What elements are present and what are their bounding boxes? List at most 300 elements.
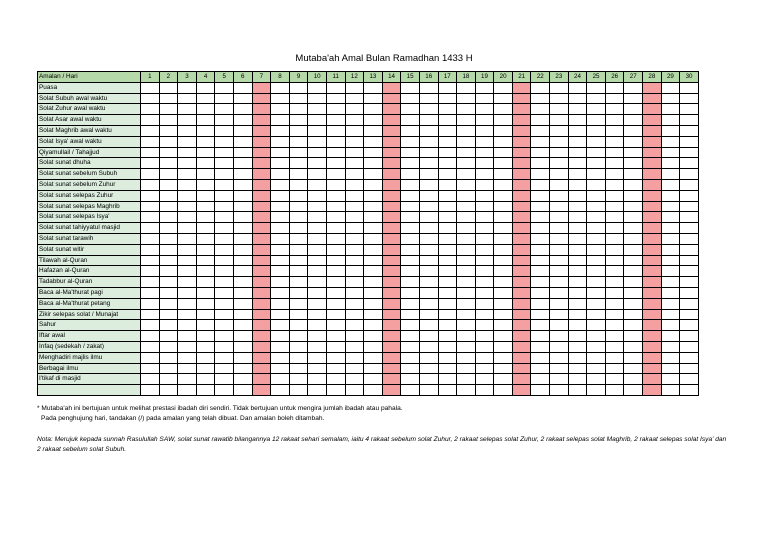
- day-cell[interactable]: [643, 352, 662, 363]
- day-cell[interactable]: [178, 104, 197, 115]
- day-cell[interactable]: [587, 190, 606, 201]
- day-cell[interactable]: [605, 190, 624, 201]
- day-cell[interactable]: [550, 190, 569, 201]
- day-cell[interactable]: [457, 115, 476, 126]
- day-cell[interactable]: [643, 115, 662, 126]
- day-cell[interactable]: [364, 212, 383, 223]
- day-cell[interactable]: [475, 212, 494, 223]
- day-cell[interactable]: [605, 201, 624, 212]
- day-cell[interactable]: [159, 266, 178, 277]
- day-cell[interactable]: [531, 374, 550, 385]
- day-cell[interactable]: [271, 201, 290, 212]
- day-cell[interactable]: [401, 223, 420, 234]
- day-cell[interactable]: [141, 363, 160, 374]
- day-cell[interactable]: [550, 266, 569, 277]
- day-cell[interactable]: [289, 93, 308, 104]
- day-cell[interactable]: [308, 309, 327, 320]
- day-cell[interactable]: [252, 93, 271, 104]
- day-cell[interactable]: [326, 331, 345, 342]
- day-cell[interactable]: [605, 115, 624, 126]
- day-cell[interactable]: [233, 363, 252, 374]
- day-cell[interactable]: [159, 320, 178, 331]
- day-cell[interactable]: [680, 385, 699, 396]
- day-cell[interactable]: [141, 93, 160, 104]
- day-cell[interactable]: [401, 104, 420, 115]
- day-cell[interactable]: [141, 212, 160, 223]
- day-cell[interactable]: [233, 147, 252, 158]
- day-cell[interactable]: [494, 82, 513, 93]
- day-cell[interactable]: [364, 331, 383, 342]
- day-cell[interactable]: [624, 331, 643, 342]
- day-cell[interactable]: [531, 169, 550, 180]
- day-cell[interactable]: [624, 266, 643, 277]
- day-cell[interactable]: [141, 320, 160, 331]
- day-cell[interactable]: [605, 385, 624, 396]
- day-cell[interactable]: [252, 147, 271, 158]
- day-cell[interactable]: [419, 223, 438, 234]
- day-cell[interactable]: [568, 179, 587, 190]
- day-cell[interactable]: [308, 147, 327, 158]
- day-cell[interactable]: [233, 82, 252, 93]
- day-cell[interactable]: [289, 125, 308, 136]
- day-cell[interactable]: [494, 266, 513, 277]
- day-cell[interactable]: [494, 255, 513, 266]
- day-cell[interactable]: [326, 212, 345, 223]
- day-cell[interactable]: [568, 374, 587, 385]
- day-cell[interactable]: [308, 341, 327, 352]
- day-cell[interactable]: [196, 179, 215, 190]
- day-cell[interactable]: [587, 374, 606, 385]
- day-cell[interactable]: [661, 93, 680, 104]
- day-cell[interactable]: [308, 298, 327, 309]
- day-cell[interactable]: [252, 201, 271, 212]
- day-cell[interactable]: [605, 136, 624, 147]
- day-cell[interactable]: [624, 277, 643, 288]
- day-cell[interactable]: [531, 223, 550, 234]
- day-cell[interactable]: [364, 287, 383, 298]
- day-cell[interactable]: [550, 147, 569, 158]
- day-cell[interactable]: [661, 233, 680, 244]
- day-cell[interactable]: [345, 385, 364, 396]
- day-cell[interactable]: [141, 233, 160, 244]
- day-cell[interactable]: [605, 277, 624, 288]
- day-cell[interactable]: [252, 266, 271, 277]
- day-cell[interactable]: [252, 341, 271, 352]
- day-cell[interactable]: [643, 255, 662, 266]
- day-cell[interactable]: [419, 255, 438, 266]
- day-cell[interactable]: [271, 115, 290, 126]
- day-cell[interactable]: [605, 341, 624, 352]
- day-cell[interactable]: [196, 309, 215, 320]
- day-cell[interactable]: [252, 277, 271, 288]
- day-cell[interactable]: [401, 125, 420, 136]
- day-cell[interactable]: [512, 190, 531, 201]
- day-cell[interactable]: [196, 82, 215, 93]
- day-cell[interactable]: [494, 320, 513, 331]
- day-cell[interactable]: [401, 341, 420, 352]
- day-cell[interactable]: [494, 179, 513, 190]
- day-cell[interactable]: [550, 385, 569, 396]
- day-cell[interactable]: [531, 352, 550, 363]
- day-cell[interactable]: [494, 331, 513, 342]
- day-cell[interactable]: [438, 255, 457, 266]
- day-cell[interactable]: [326, 147, 345, 158]
- day-cell[interactable]: [401, 320, 420, 331]
- day-cell[interactable]: [457, 320, 476, 331]
- day-cell[interactable]: [308, 233, 327, 244]
- day-cell[interactable]: [475, 233, 494, 244]
- day-cell[interactable]: [308, 363, 327, 374]
- day-cell[interactable]: [233, 266, 252, 277]
- day-cell[interactable]: [252, 233, 271, 244]
- day-cell[interactable]: [141, 223, 160, 234]
- day-cell[interactable]: [271, 287, 290, 298]
- day-cell[interactable]: [382, 244, 401, 255]
- day-cell[interactable]: [475, 374, 494, 385]
- day-cell[interactable]: [215, 136, 234, 147]
- day-cell[interactable]: [345, 212, 364, 223]
- day-cell[interactable]: [308, 190, 327, 201]
- day-cell[interactable]: [568, 320, 587, 331]
- day-cell[interactable]: [326, 320, 345, 331]
- day-cell[interactable]: [252, 363, 271, 374]
- day-cell[interactable]: [196, 223, 215, 234]
- day-cell[interactable]: [289, 287, 308, 298]
- day-cell[interactable]: [512, 115, 531, 126]
- day-cell[interactable]: [326, 125, 345, 136]
- day-cell[interactable]: [438, 115, 457, 126]
- day-cell[interactable]: [308, 115, 327, 126]
- day-cell[interactable]: [475, 179, 494, 190]
- day-cell[interactable]: [289, 374, 308, 385]
- day-cell[interactable]: [419, 212, 438, 223]
- day-cell[interactable]: [475, 115, 494, 126]
- day-cell[interactable]: [196, 374, 215, 385]
- day-cell[interactable]: [494, 201, 513, 212]
- day-cell[interactable]: [364, 277, 383, 288]
- day-cell[interactable]: [159, 374, 178, 385]
- day-cell[interactable]: [419, 136, 438, 147]
- day-cell[interactable]: [587, 125, 606, 136]
- day-cell[interactable]: [531, 201, 550, 212]
- day-cell[interactable]: [680, 158, 699, 169]
- day-cell[interactable]: [382, 341, 401, 352]
- day-cell[interactable]: [271, 255, 290, 266]
- day-cell[interactable]: [624, 136, 643, 147]
- day-cell[interactable]: [624, 352, 643, 363]
- day-cell[interactable]: [308, 82, 327, 93]
- day-cell[interactable]: [196, 320, 215, 331]
- day-cell[interactable]: [159, 298, 178, 309]
- day-cell[interactable]: [215, 385, 234, 396]
- day-cell[interactable]: [141, 331, 160, 342]
- day-cell[interactable]: [661, 374, 680, 385]
- day-cell[interactable]: [308, 287, 327, 298]
- day-cell[interactable]: [233, 190, 252, 201]
- day-cell[interactable]: [215, 352, 234, 363]
- day-cell[interactable]: [568, 82, 587, 93]
- day-cell[interactable]: [531, 93, 550, 104]
- day-cell[interactable]: [531, 158, 550, 169]
- day-cell[interactable]: [568, 255, 587, 266]
- day-cell[interactable]: [178, 93, 197, 104]
- day-cell[interactable]: [233, 331, 252, 342]
- day-cell[interactable]: [178, 374, 197, 385]
- day-cell[interactable]: [215, 125, 234, 136]
- day-cell[interactable]: [624, 385, 643, 396]
- day-cell[interactable]: [196, 147, 215, 158]
- day-cell[interactable]: [289, 104, 308, 115]
- day-cell[interactable]: [159, 363, 178, 374]
- day-cell[interactable]: [159, 385, 178, 396]
- day-cell[interactable]: [475, 201, 494, 212]
- day-cell[interactable]: [512, 201, 531, 212]
- day-cell[interactable]: [215, 277, 234, 288]
- day-cell[interactable]: [624, 147, 643, 158]
- day-cell[interactable]: [680, 223, 699, 234]
- day-cell[interactable]: [550, 93, 569, 104]
- day-cell[interactable]: [512, 266, 531, 277]
- day-cell[interactable]: [233, 179, 252, 190]
- day-cell[interactable]: [550, 255, 569, 266]
- day-cell[interactable]: [382, 169, 401, 180]
- day-cell[interactable]: [419, 93, 438, 104]
- day-cell[interactable]: [345, 298, 364, 309]
- day-cell[interactable]: [252, 169, 271, 180]
- day-cell[interactable]: [438, 190, 457, 201]
- day-cell[interactable]: [178, 82, 197, 93]
- day-cell[interactable]: [196, 277, 215, 288]
- day-cell[interactable]: [643, 104, 662, 115]
- day-cell[interactable]: [457, 374, 476, 385]
- day-cell[interactable]: [178, 341, 197, 352]
- day-cell[interactable]: [271, 93, 290, 104]
- day-cell[interactable]: [233, 352, 252, 363]
- day-cell[interactable]: [624, 309, 643, 320]
- day-cell[interactable]: [494, 352, 513, 363]
- day-cell[interactable]: [512, 277, 531, 288]
- day-cell[interactable]: [512, 363, 531, 374]
- day-cell[interactable]: [438, 385, 457, 396]
- day-cell[interactable]: [624, 287, 643, 298]
- day-cell[interactable]: [401, 374, 420, 385]
- day-cell[interactable]: [680, 320, 699, 331]
- day-cell[interactable]: [178, 244, 197, 255]
- day-cell[interactable]: [345, 331, 364, 342]
- day-cell[interactable]: [661, 244, 680, 255]
- day-cell[interactable]: [141, 82, 160, 93]
- day-cell[interactable]: [661, 223, 680, 234]
- day-cell[interactable]: [196, 266, 215, 277]
- day-cell[interactable]: [624, 244, 643, 255]
- day-cell[interactable]: [680, 287, 699, 298]
- day-cell[interactable]: [159, 244, 178, 255]
- day-cell[interactable]: [643, 385, 662, 396]
- day-cell[interactable]: [419, 287, 438, 298]
- day-cell[interactable]: [401, 277, 420, 288]
- day-cell[interactable]: [364, 169, 383, 180]
- day-cell[interactable]: [438, 266, 457, 277]
- day-cell[interactable]: [661, 125, 680, 136]
- day-cell[interactable]: [512, 82, 531, 93]
- day-cell[interactable]: [215, 287, 234, 298]
- day-cell[interactable]: [382, 93, 401, 104]
- day-cell[interactable]: [550, 158, 569, 169]
- day-cell[interactable]: [159, 104, 178, 115]
- day-cell[interactable]: [661, 212, 680, 223]
- day-cell[interactable]: [661, 309, 680, 320]
- day-cell[interactable]: [457, 385, 476, 396]
- day-cell[interactable]: [531, 125, 550, 136]
- day-cell[interactable]: [141, 179, 160, 190]
- day-cell[interactable]: [457, 82, 476, 93]
- day-cell[interactable]: [178, 201, 197, 212]
- day-cell[interactable]: [587, 352, 606, 363]
- day-cell[interactable]: [178, 125, 197, 136]
- day-cell[interactable]: [438, 93, 457, 104]
- day-cell[interactable]: [475, 331, 494, 342]
- day-cell[interactable]: [438, 244, 457, 255]
- day-cell[interactable]: [475, 147, 494, 158]
- day-cell[interactable]: [364, 190, 383, 201]
- day-cell[interactable]: [326, 309, 345, 320]
- day-cell[interactable]: [475, 266, 494, 277]
- day-cell[interactable]: [680, 309, 699, 320]
- day-cell[interactable]: [382, 277, 401, 288]
- day-cell[interactable]: [345, 93, 364, 104]
- day-cell[interactable]: [531, 104, 550, 115]
- day-cell[interactable]: [326, 233, 345, 244]
- day-cell[interactable]: [364, 385, 383, 396]
- day-cell[interactable]: [568, 233, 587, 244]
- day-cell[interactable]: [401, 255, 420, 266]
- day-cell[interactable]: [252, 298, 271, 309]
- day-cell[interactable]: [308, 169, 327, 180]
- day-cell[interactable]: [308, 277, 327, 288]
- day-cell[interactable]: [141, 201, 160, 212]
- day-cell[interactable]: [308, 385, 327, 396]
- day-cell[interactable]: [141, 104, 160, 115]
- day-cell[interactable]: [215, 223, 234, 234]
- day-cell[interactable]: [661, 82, 680, 93]
- day-cell[interactable]: [568, 309, 587, 320]
- day-cell[interactable]: [308, 255, 327, 266]
- day-cell[interactable]: [475, 223, 494, 234]
- day-cell[interactable]: [364, 125, 383, 136]
- day-cell[interactable]: [345, 266, 364, 277]
- day-cell[interactable]: [512, 169, 531, 180]
- day-cell[interactable]: [382, 115, 401, 126]
- day-cell[interactable]: [568, 169, 587, 180]
- day-cell[interactable]: [141, 287, 160, 298]
- day-cell[interactable]: [457, 363, 476, 374]
- day-cell[interactable]: [494, 385, 513, 396]
- day-cell[interactable]: [643, 223, 662, 234]
- day-cell[interactable]: [512, 104, 531, 115]
- day-cell[interactable]: [289, 385, 308, 396]
- day-cell[interactable]: [401, 169, 420, 180]
- day-cell[interactable]: [512, 179, 531, 190]
- day-cell[interactable]: [550, 287, 569, 298]
- day-cell[interactable]: [345, 309, 364, 320]
- day-cell[interactable]: [233, 136, 252, 147]
- day-cell[interactable]: [568, 331, 587, 342]
- day-cell[interactable]: [215, 309, 234, 320]
- day-cell[interactable]: [475, 320, 494, 331]
- day-cell[interactable]: [326, 341, 345, 352]
- day-cell[interactable]: [308, 104, 327, 115]
- day-cell[interactable]: [233, 385, 252, 396]
- day-cell[interactable]: [326, 223, 345, 234]
- day-cell[interactable]: [550, 136, 569, 147]
- day-cell[interactable]: [419, 190, 438, 201]
- day-cell[interactable]: [382, 179, 401, 190]
- day-cell[interactable]: [196, 104, 215, 115]
- day-cell[interactable]: [252, 331, 271, 342]
- day-cell[interactable]: [661, 385, 680, 396]
- day-cell[interactable]: [494, 104, 513, 115]
- day-cell[interactable]: [624, 223, 643, 234]
- day-cell[interactable]: [680, 331, 699, 342]
- day-cell[interactable]: [605, 287, 624, 298]
- day-cell[interactable]: [568, 158, 587, 169]
- day-cell[interactable]: [178, 179, 197, 190]
- day-cell[interactable]: [550, 298, 569, 309]
- day-cell[interactable]: [401, 147, 420, 158]
- day-cell[interactable]: [159, 179, 178, 190]
- day-cell[interactable]: [308, 320, 327, 331]
- day-cell[interactable]: [271, 158, 290, 169]
- day-cell[interactable]: [605, 179, 624, 190]
- day-cell[interactable]: [568, 266, 587, 277]
- day-cell[interactable]: [215, 255, 234, 266]
- day-cell[interactable]: [605, 169, 624, 180]
- day-cell[interactable]: [326, 255, 345, 266]
- day-cell[interactable]: [326, 277, 345, 288]
- day-cell[interactable]: [252, 179, 271, 190]
- day-cell[interactable]: [605, 104, 624, 115]
- day-cell[interactable]: [605, 244, 624, 255]
- day-cell[interactable]: [308, 201, 327, 212]
- day-cell[interactable]: [475, 93, 494, 104]
- day-cell[interactable]: [159, 255, 178, 266]
- day-cell[interactable]: [345, 223, 364, 234]
- day-cell[interactable]: [438, 374, 457, 385]
- day-cell[interactable]: [568, 104, 587, 115]
- day-cell[interactable]: [141, 277, 160, 288]
- day-cell[interactable]: [587, 363, 606, 374]
- day-cell[interactable]: [178, 277, 197, 288]
- day-cell[interactable]: [550, 320, 569, 331]
- day-cell[interactable]: [141, 115, 160, 126]
- day-cell[interactable]: [512, 93, 531, 104]
- day-cell[interactable]: [661, 298, 680, 309]
- day-cell[interactable]: [475, 169, 494, 180]
- day-cell[interactable]: [364, 82, 383, 93]
- day-cell[interactable]: [364, 136, 383, 147]
- day-cell[interactable]: [438, 277, 457, 288]
- day-cell[interactable]: [289, 266, 308, 277]
- day-cell[interactable]: [326, 190, 345, 201]
- day-cell[interactable]: [680, 277, 699, 288]
- day-cell[interactable]: [345, 341, 364, 352]
- day-cell[interactable]: [364, 363, 383, 374]
- day-cell[interactable]: [457, 104, 476, 115]
- day-cell[interactable]: [401, 201, 420, 212]
- day-cell[interactable]: [568, 244, 587, 255]
- day-cell[interactable]: [419, 298, 438, 309]
- day-cell[interactable]: [624, 255, 643, 266]
